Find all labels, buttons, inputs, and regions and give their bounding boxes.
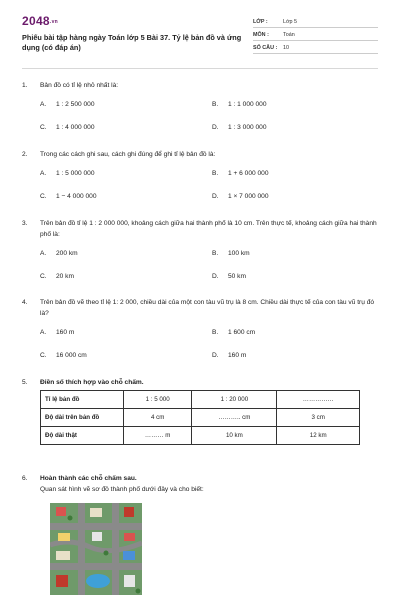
- meta-question-count: SỐ CÂU : 10: [253, 41, 378, 54]
- option-d[interactable]: D. 1 × 7 000 000: [212, 193, 269, 200]
- option-c[interactable]: C. 1 : 4 000 000: [40, 124, 95, 131]
- option-b[interactable]: B. 1 + 6 000 000: [212, 170, 269, 177]
- option-a[interactable]: A. 1 : 5 000 000: [40, 170, 95, 177]
- blank-cell[interactable]: ……… m: [124, 427, 192, 445]
- option-c[interactable]: C. 20 km: [40, 273, 74, 280]
- option-a[interactable]: A. 1 : 2 500 000: [40, 101, 95, 108]
- blank-cell[interactable]: ……….. cm: [192, 409, 277, 427]
- question-1: 1. Bản đồ có tỉ lệ nhỏ nhất là: A. 1 : 2 500 000 B. 1 : 1 000 000 C. 1 : 4 000 000 D. 1 : 3 000 000: [22, 80, 378, 133]
- table-row: Độ dài thật ……… m 10 km 12 km: [41, 427, 360, 445]
- option-d[interactable]: D. 1 : 3 000 000: [212, 124, 267, 131]
- header-divider: [22, 68, 378, 69]
- question-6: 6. Hoàn thành các chỗ chấm sau. Quan sát hình vẽ sơ đồ thành phố dưới đây và cho biết:: [22, 473, 378, 495]
- city-map-image: [50, 503, 142, 595]
- blank-cell[interactable]: ……………: [277, 391, 360, 409]
- option-a[interactable]: A. 200 km: [40, 250, 78, 257]
- option-b[interactable]: B. 1 600 cm: [212, 329, 256, 336]
- city-map-illustration: [50, 503, 142, 595]
- question-stem: Trên bản đồ vẽ theo tỉ lệ 1: 2 000, chiều dài của một con tàu vũ trụ là 8 cm. Chiều dài thực tế của con tàu vũ trụ đó là?: [40, 299, 375, 317]
- question-stem: Bản đồ có tỉ lệ nhỏ nhất là:: [40, 82, 119, 89]
- option-d[interactable]: D. 50 km: [212, 273, 246, 280]
- question-substem: Quan sát hình vẽ sơ đồ thành phố dưới đây và cho biết:: [40, 486, 204, 493]
- question-stem: Hoàn thành các chỗ chấm sau.: [40, 475, 137, 482]
- worksheet-title: Phiếu bài tập hàng ngày Toán lớp 5 Bài 37. Tỷ lệ bản đồ và ứng dụng (có đáp án): [22, 33, 242, 52]
- worksheet-meta: [253, 15, 378, 54]
- question-stem: Trên bản đồ tỉ lệ 1 : 2 000 000, khoảng cách giữa hai thành phố là 10 cm. Trên thực tế, khoảng cách giữa hai thành phố là:: [40, 220, 377, 238]
- option-c[interactable]: C. 1 − 4 000 000: [40, 193, 97, 200]
- table-row: Độ dài trên bản đồ 4 cm ……….. cm 3 cm: [41, 409, 360, 427]
- meta-grade: LỚP : Lớp 5: [253, 15, 378, 28]
- option-b[interactable]: B. 100 km: [212, 250, 250, 257]
- scale-table: [40, 390, 360, 445]
- question-3: 3. Trên bản đồ tỉ lệ 1 : 2 000 000, khoảng cách giữa hai thành phố là 10 cm. Trên thực tế, khoảng cách giữa hai thành phố là: A. 200 km B. 100 km C. 20 km D. 50 km: [22, 218, 378, 282]
- option-b[interactable]: B. 1 : 1 000 000: [212, 101, 267, 108]
- question-4: 4. Trên bản đồ vẽ theo tỉ lệ 1: 2 000, chiều dài của một con tàu vũ trụ là 8 cm. Chiều dài thực tế của con tàu vũ trụ đó là? A. 160 m B. 1 600 cm C. 16 000 cm D. 160 m: [22, 297, 378, 361]
- site-logo[interactable]: 2048.vn: [22, 14, 59, 28]
- question-2: 2. Trong các cách ghi sau, cách ghi đúng để ghi tỉ lệ bản đồ là: A. 1 : 5 000 000 B. 1 + 6 000 000 C. 1 − 4 000 000 D. 1 × 7 000 000: [22, 149, 378, 202]
- option-d[interactable]: D. 160 m: [212, 352, 247, 359]
- table-row: Tỉ lệ bản đồ 1 : 5 000 1 : 20 000 ……………: [41, 391, 360, 409]
- meta-subject: MÔN : Toán: [253, 28, 378, 41]
- question-5: 5. Điền số thích hợp vào chỗ chấm.: [22, 377, 378, 388]
- question-stem: Trong các cách ghi sau, cách ghi đúng để ghi tỉ lệ bản đồ là:: [40, 151, 216, 158]
- question-stem: Điền số thích hợp vào chỗ chấm.: [40, 379, 144, 386]
- option-c[interactable]: C. 16 000 cm: [40, 352, 87, 359]
- option-a[interactable]: A. 160 m: [40, 329, 75, 336]
